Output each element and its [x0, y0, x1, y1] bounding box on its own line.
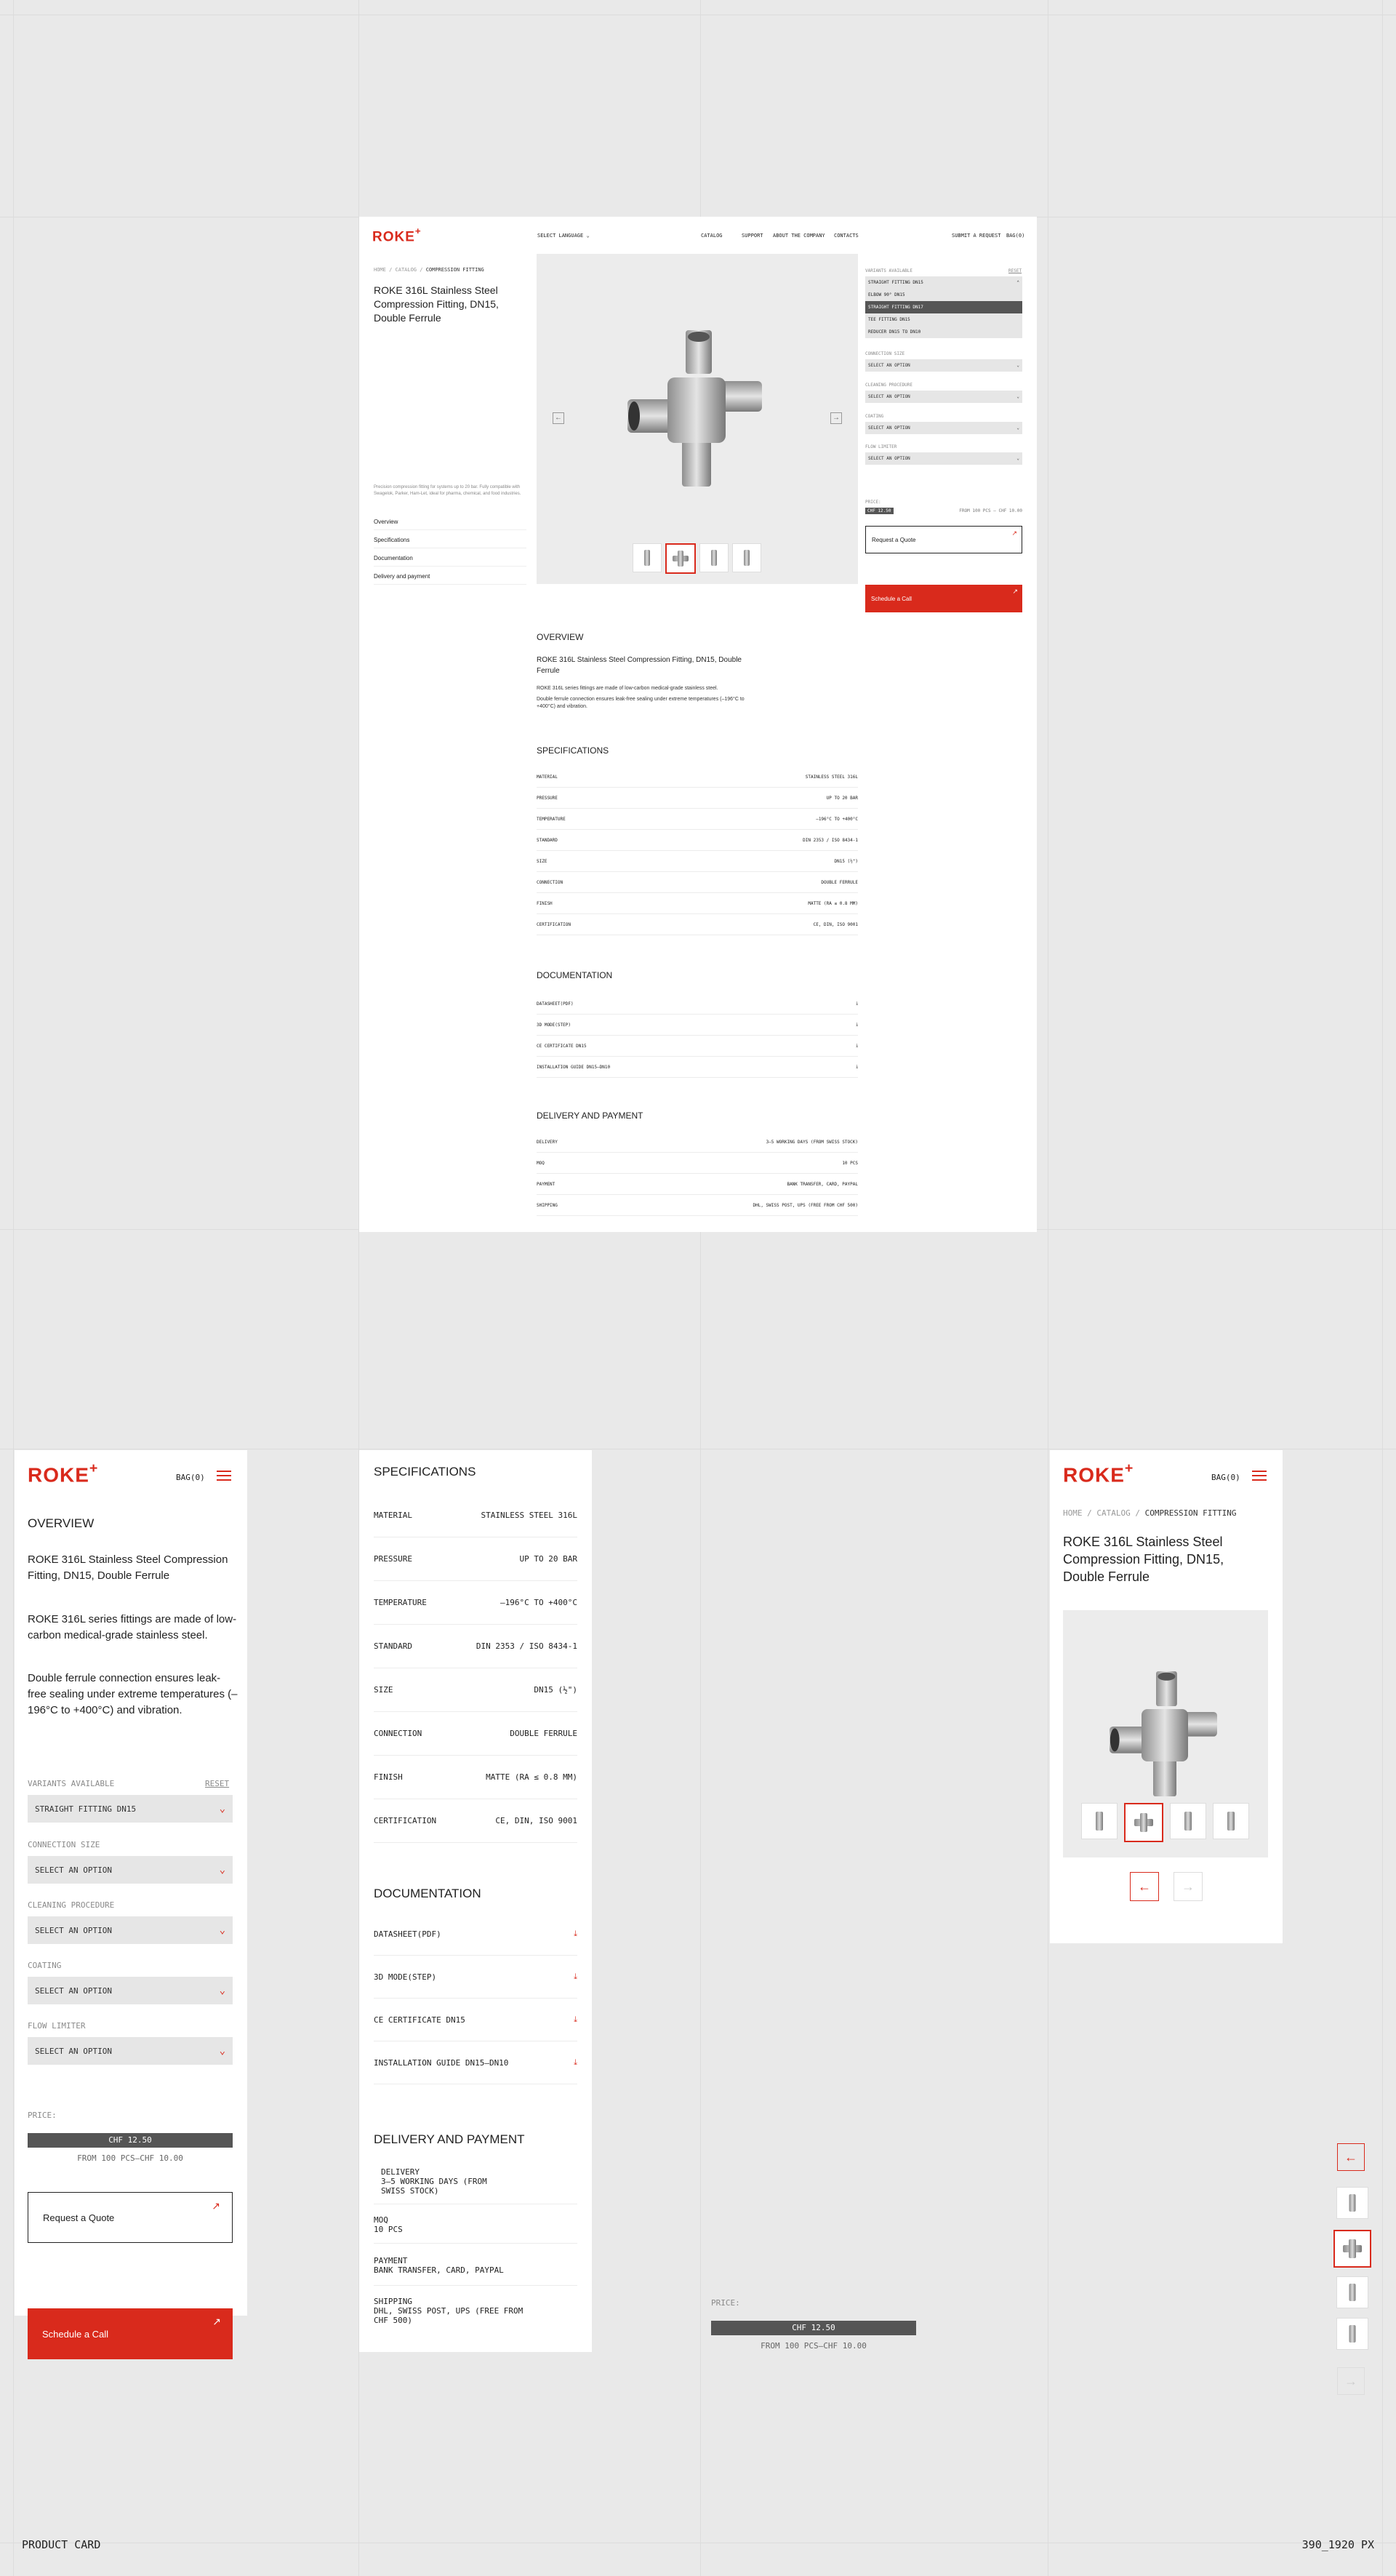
price-tier: FROM 100 PCS — CHF 10.00 [959, 508, 1022, 513]
overview-paragraph: Double ferrule connection ensures leak-free sealing under extreme temperatures (–196°C to +400°C) and vibration. [537, 697, 745, 709]
table-row: SIZE DN15 (½") [537, 851, 858, 872]
page-title: ROKE 316L Stainless Steel Compression Fitting, DN15, Double Ferrule [1063, 1535, 1224, 1584]
table-row: PRESSURE UP TO 20 BAR [537, 788, 858, 809]
breadcrumb-home[interactable]: HOME [1063, 1508, 1083, 1518]
flow-limiter-select[interactable]: SELECT AN OPTION ⌄ [28, 2037, 233, 2065]
cleaning-label: CLEANING PROCEDURE [28, 1900, 115, 1910]
breadcrumb-catalog[interactable]: CATALOG [1096, 1508, 1131, 1518]
connection-size-label: CONNECTION SIZE [28, 1840, 100, 1849]
overview-heading: OVERVIEW [537, 632, 584, 642]
price-label: PRICE: [865, 500, 881, 505]
overview-subtitle: ROKE 316L Stainless Steel Compression Fitting, DN15, Double Ferrule [28, 1553, 228, 1582]
price-badge: CHF 12.50 [865, 508, 894, 514]
overview-paragraph: Double ferrule connection ensures leak-free sealing under extreme temperatures (–196°C to +400°C) and vibration. [28, 1672, 238, 1716]
coating-label: COATING [865, 414, 884, 419]
delivery-heading: DELIVERY AND PAYMENT [537, 1111, 643, 1121]
flow-limiter-label: FLOW LIMITER [28, 2021, 86, 2031]
specifications-table [537, 767, 858, 935]
cleaning-select[interactable]: SELECT AN OPTION ⌄ [865, 391, 1022, 403]
document-link[interactable]: INSTALLATION GUIDE DN15–DN10 ⤓ [374, 2041, 577, 2084]
chevron-down-icon: ⌄ [219, 1924, 225, 1936]
breadcrumb: HOME / CATALOG / COMPRESSION FITTING [374, 267, 484, 273]
gallery-thumbnail[interactable] [633, 543, 662, 572]
variant-select[interactable]: STRAIGHT FITTING DN15 ⌄ [28, 1795, 233, 1823]
gallery-prev-button[interactable] [1130, 1872, 1159, 1901]
chevron-down-icon: ⌄ [219, 1985, 225, 1996]
fitting-icon [1096, 1812, 1103, 1831]
vertical-thumbnail-active[interactable] [1333, 2230, 1371, 2268]
document-link[interactable]: 3D MODE(STEP) ⤓ [537, 1015, 858, 1036]
gallery-next-button[interactable] [830, 412, 842, 424]
vertical-next-button[interactable] [1337, 2367, 1365, 2395]
table-row: SIZE DN15 (½") [374, 1668, 577, 1712]
variants-label: VARIANTS AVAILABLE [865, 268, 913, 273]
arrow-right-icon: → [1344, 2374, 1357, 2388]
connection-size-label: CONNECTION SIZE [865, 351, 905, 356]
chevron-down-icon: ⌄ [219, 1864, 225, 1876]
product-image [624, 327, 769, 494]
table-row: MATERIAL STAINLESS STEEL 316L [537, 767, 858, 788]
table-row: TEMPERATURE –196°C TO +400°C [537, 809, 858, 830]
nav-contacts[interactable]: CONTACTS [834, 233, 859, 239]
gallery-prev-button[interactable] [553, 412, 564, 424]
download-icon: ⤓ [574, 1972, 577, 1981]
footer-label-right: 390_1920 PX [1301, 2538, 1374, 2551]
arrow-left-icon: ← [1344, 2150, 1357, 2164]
mobile-card-options [15, 1450, 247, 2340]
gallery-thumbnail-active[interactable] [665, 543, 696, 574]
download-icon: ⤓ [574, 2015, 577, 2024]
nav-about[interactable]: ABOUT THE COMPANY [773, 233, 825, 239]
sidenav-specifications[interactable]: Specifications [374, 537, 526, 548]
fitting-icon [711, 550, 717, 566]
reset-link[interactable]: RESET [1008, 268, 1022, 273]
sidenav-delivery[interactable]: Delivery and payment [374, 573, 526, 585]
connection-size-select[interactable]: SELECT AN OPTION ⌄ [865, 359, 1022, 372]
price-label: PRICE: [28, 2111, 57, 2120]
documentation-list [374, 1913, 577, 2084]
variants-list [865, 276, 1022, 338]
gallery-thumbnail[interactable] [1081, 1803, 1118, 1839]
menu-icon[interactable] [217, 1471, 231, 1481]
shipping-row: SHIPPING DHL, SWISS POST, UPS (FREE FROM CHF 500) [374, 2297, 524, 2325]
delivery-row: DELIVERY 3–5 WORKING DAYS (FROM SWISS STOCK) [381, 2167, 487, 2196]
table-row: CONNECTION DOUBLE FERRULE [374, 1712, 577, 1756]
schedule-call-button[interactable]: Schedule a Call ↗ [865, 585, 1022, 612]
breadcrumb-home[interactable]: HOME [374, 267, 386, 273]
breadcrumb: HOME / CATALOG / COMPRESSION FITTING [1063, 1508, 1237, 1518]
footer-label-left: PRODUCT CARD [22, 2538, 101, 2551]
chevron-down-icon: ⌄ [219, 1803, 225, 1815]
chevron-down-icon: ⌄ [219, 2045, 225, 2057]
moq-row: MOQ 10 PCS [374, 2215, 403, 2234]
logo[interactable]: ROKE+ [28, 1460, 99, 1487]
reset-link[interactable]: RESET [205, 1779, 230, 1788]
chevron-up-icon: ⌃ [1016, 280, 1019, 285]
arrow-right-icon: → [1182, 1879, 1195, 1894]
documentation-heading: DOCUMENTATION [374, 1887, 481, 1900]
document-link[interactable]: CE CERTIFICATE DN15 ⤓ [374, 1999, 577, 2041]
delivery-table [537, 1132, 858, 1216]
gallery-thumbnail[interactable] [732, 543, 761, 572]
table-row: CERTIFICATION CE, DIN, ISO 9001 [374, 1799, 577, 1843]
product-image [1107, 1668, 1223, 1802]
flow-limiter-select[interactable]: SELECT AN OPTION ⌄ [865, 452, 1022, 465]
logo[interactable]: ROKE+ [372, 225, 422, 245]
variants-label: VARIANTS AVAILABLE [28, 1779, 115, 1788]
arrow-left-icon: ← [555, 414, 562, 422]
bag-link[interactable]: BAG(0) [176, 1473, 205, 1482]
bag-link[interactable]: BAG(0) [1211, 1473, 1240, 1482]
connection-size-select[interactable]: SELECT AN OPTION ⌄ [28, 1856, 233, 1884]
gallery-thumbnail[interactable] [699, 543, 729, 572]
request-quote-button[interactable]: Request a Quote ↗ [865, 526, 1022, 553]
coating-select[interactable]: SELECT AN OPTION ⌄ [28, 1977, 233, 2004]
documentation-list [537, 993, 858, 1078]
coating-select[interactable]: SELECT AN OPTION ⌄ [865, 422, 1022, 434]
table-row: CONNECTION DOUBLE FERRULE [537, 872, 858, 893]
nav-catalog[interactable]: CATALOG [701, 233, 723, 239]
specifications-table [374, 1494, 577, 1843]
overview-heading: OVERVIEW [28, 1516, 95, 1530]
language-select[interactable]: SELECT LANGUAGE ⌄ [537, 233, 590, 239]
table-row: PRESSURE UP TO 20 BAR [374, 1537, 577, 1581]
cross-fitting-icon [1349, 2239, 1356, 2258]
table-row: STANDARD DIN 2353 / ISO 8434-1 [537, 830, 858, 851]
arrow-right-icon: → [833, 414, 840, 422]
fitting-icon [644, 550, 650, 566]
overview-paragraph: ROKE 316L series fittings are made of low-carbon medical-grade stainless steel. [537, 686, 718, 691]
gallery-next-button[interactable] [1174, 1872, 1203, 1901]
schedule-call-button[interactable]: Schedule a Call ↗ [28, 2308, 233, 2359]
document-link[interactable]: 3D MODE(STEP) ⤓ [374, 1956, 577, 1999]
download-icon: ⤓ [856, 1001, 858, 1006]
table-row: MATERIAL STAINLESS STEEL 316L [374, 1494, 577, 1537]
gallery-thumbnail[interactable] [1213, 1803, 1249, 1839]
download-icon: ⤓ [856, 1022, 858, 1027]
menu-icon[interactable] [1252, 1471, 1267, 1481]
fitting-icon [1184, 1812, 1192, 1831]
mobile-card-gallery [1050, 1450, 1283, 1943]
submit-request-link[interactable]: SUBMIT A REQUEST [952, 233, 1001, 239]
mobile-card-specs [359, 1450, 592, 2352]
table-row: FINISH MATTE (RA ≤ 0.8 MM) [374, 1756, 577, 1799]
bag-link[interactable]: BAG(0) [1006, 233, 1025, 239]
fitting-icon [744, 550, 750, 566]
arrow-up-right-icon: ↗ [1011, 529, 1017, 537]
arrow-left-icon: ← [1138, 1879, 1151, 1894]
gallery-thumbnail-active[interactable] [1124, 1803, 1163, 1842]
cleaning-select[interactable]: SELECT AN OPTION ⌄ [28, 1916, 233, 1944]
document-link[interactable]: DATASHEET(PDF) ⤓ [374, 1913, 577, 1956]
table-row: CERTIFICATION CE, DIN, ISO 9001 [537, 914, 858, 935]
table-row: MOQ 10 PCS [537, 1153, 858, 1174]
table-row: DELIVERY 3–5 WORKING DAYS (FROM SWISS STOCK) [537, 1132, 858, 1153]
fitting-icon [1349, 2284, 1356, 2301]
nav-support[interactable]: SUPPORT [742, 233, 763, 239]
vertical-thumbnail[interactable] [1336, 2276, 1368, 2308]
variant-option[interactable]: REDUCER DN15 TO DN10 [868, 329, 921, 335]
divider [374, 2243, 577, 2244]
download-icon: ⤓ [574, 1929, 577, 1938]
chevron-down-icon: ⌄ [586, 233, 590, 239]
request-quote-button[interactable]: Request a Quote ↗ [28, 2192, 233, 2243]
vertical-thumbnail[interactable] [1336, 2318, 1368, 2350]
price-tier: FROM 100 PCS–CHF 10.00 [77, 2153, 183, 2163]
breadcrumb-current: COMPRESSION FITTING [425, 267, 484, 273]
sidenav-documentation[interactable]: Documentation [374, 555, 526, 567]
variant-option-selected[interactable]: STRAIGHT FITTING DN17 [865, 301, 1022, 313]
cross-fitting-icon [1140, 1813, 1147, 1832]
fitting-icon [1349, 2325, 1356, 2343]
overview-paragraph: ROKE 316L series fittings are made of low-carbon medical-grade stainless steel. [28, 1613, 237, 1641]
price-badge: CHF 12.50 [711, 2321, 916, 2335]
arrow-up-right-icon: ↗ [212, 2200, 220, 2212]
gallery-thumbnail[interactable] [1170, 1803, 1206, 1839]
chevron-down-icon: ⌄ [1016, 394, 1019, 399]
table-row: SHIPPING DHL, SWISS POST, UPS (FREE FROM CHF 500) [537, 1195, 858, 1216]
table-row: TEMPERATURE –196°C TO +400°C [374, 1581, 577, 1625]
document-link[interactable]: CE CERTIFICATE DN15 ⤓ [537, 1036, 858, 1057]
price-badge: CHF 12.50 [28, 2133, 233, 2148]
specifications-heading: SPECIFICATIONS [374, 1465, 476, 1479]
desktop-product-card [359, 217, 1037, 1232]
variant-option[interactable]: ELBOW 90° DN15 [868, 292, 905, 297]
table-row: FINISH MATTE (RA ≤ 0.8 MM) [537, 893, 858, 914]
arrow-up-right-icon: ↗ [1012, 588, 1018, 595]
sidenav-overview[interactable]: Overview [374, 519, 526, 530]
product-intro: Precision compression fitting for systems up to 20 bar. Fully compatible with Swagelok, Parker, Ham-Let, ideal for pharma, chemical, and food industries. [374, 485, 521, 496]
price-tier: FROM 100 PCS–CHF 10.00 [761, 2341, 867, 2351]
vertical-thumbnail[interactable] [1336, 2187, 1368, 2219]
chevron-down-icon: ⌄ [1016, 425, 1019, 431]
table-row: STANDARD DIN 2353 / ISO 8434-1 [374, 1625, 577, 1668]
document-link[interactable]: INSTALLATION GUIDE DN15–DN10 ⤓ [537, 1057, 858, 1078]
flow-limiter-label: FLOW LIMITER [865, 444, 897, 449]
fitting-icon [1349, 2194, 1356, 2212]
cleaning-label: CLEANING PROCEDURE [865, 383, 913, 388]
breadcrumb-current: COMPRESSION FITTING [1144, 1508, 1237, 1518]
page-title: ROKE 316L Stainless Steel Compression Fitting, DN15, Double Ferrule [374, 284, 499, 324]
product-gallery [1063, 1610, 1268, 1857]
coating-label: COATING [28, 1961, 62, 1970]
overview-subtitle: ROKE 316L Stainless Steel Compression Fitting, DN15, Double Ferrule [537, 656, 742, 675]
documentation-heading: DOCUMENTATION [537, 970, 613, 980]
download-icon: ⤓ [574, 2057, 577, 2067]
vertical-prev-button[interactable] [1337, 2143, 1365, 2171]
divider [374, 2285, 577, 2286]
logo[interactable]: ROKE+ [1063, 1460, 1134, 1487]
specifications-heading: SPECIFICATIONS [537, 745, 609, 756]
arrow-up-right-icon: ↗ [212, 2316, 221, 2327]
variant-option[interactable]: STRAIGHT FITTING DN15 ⌃ [865, 276, 1022, 289]
chevron-down-icon: ⌄ [1016, 456, 1019, 461]
download-icon: ⤓ [856, 1064, 858, 1069]
delivery-heading: DELIVERY AND PAYMENT [374, 2132, 525, 2146]
variant-option[interactable]: TEE FITTING DN15 [868, 317, 910, 322]
cross-fitting-icon [678, 551, 683, 567]
price-label: PRICE: [711, 2298, 740, 2308]
breadcrumb-catalog[interactable]: CATALOG [395, 267, 417, 273]
fitting-icon [1227, 1812, 1235, 1831]
chevron-down-icon: ⌄ [1016, 363, 1019, 368]
document-link[interactable]: DATASHEET(PDF) ⤓ [537, 993, 858, 1015]
table-row: PAYMENT BANK TRANSFER, CARD, PAYPAL [537, 1174, 858, 1195]
download-icon: ⤓ [856, 1043, 858, 1048]
product-gallery [537, 254, 858, 584]
payment-row: PAYMENT BANK TRANSFER, CARD, PAYPAL [374, 2256, 504, 2275]
